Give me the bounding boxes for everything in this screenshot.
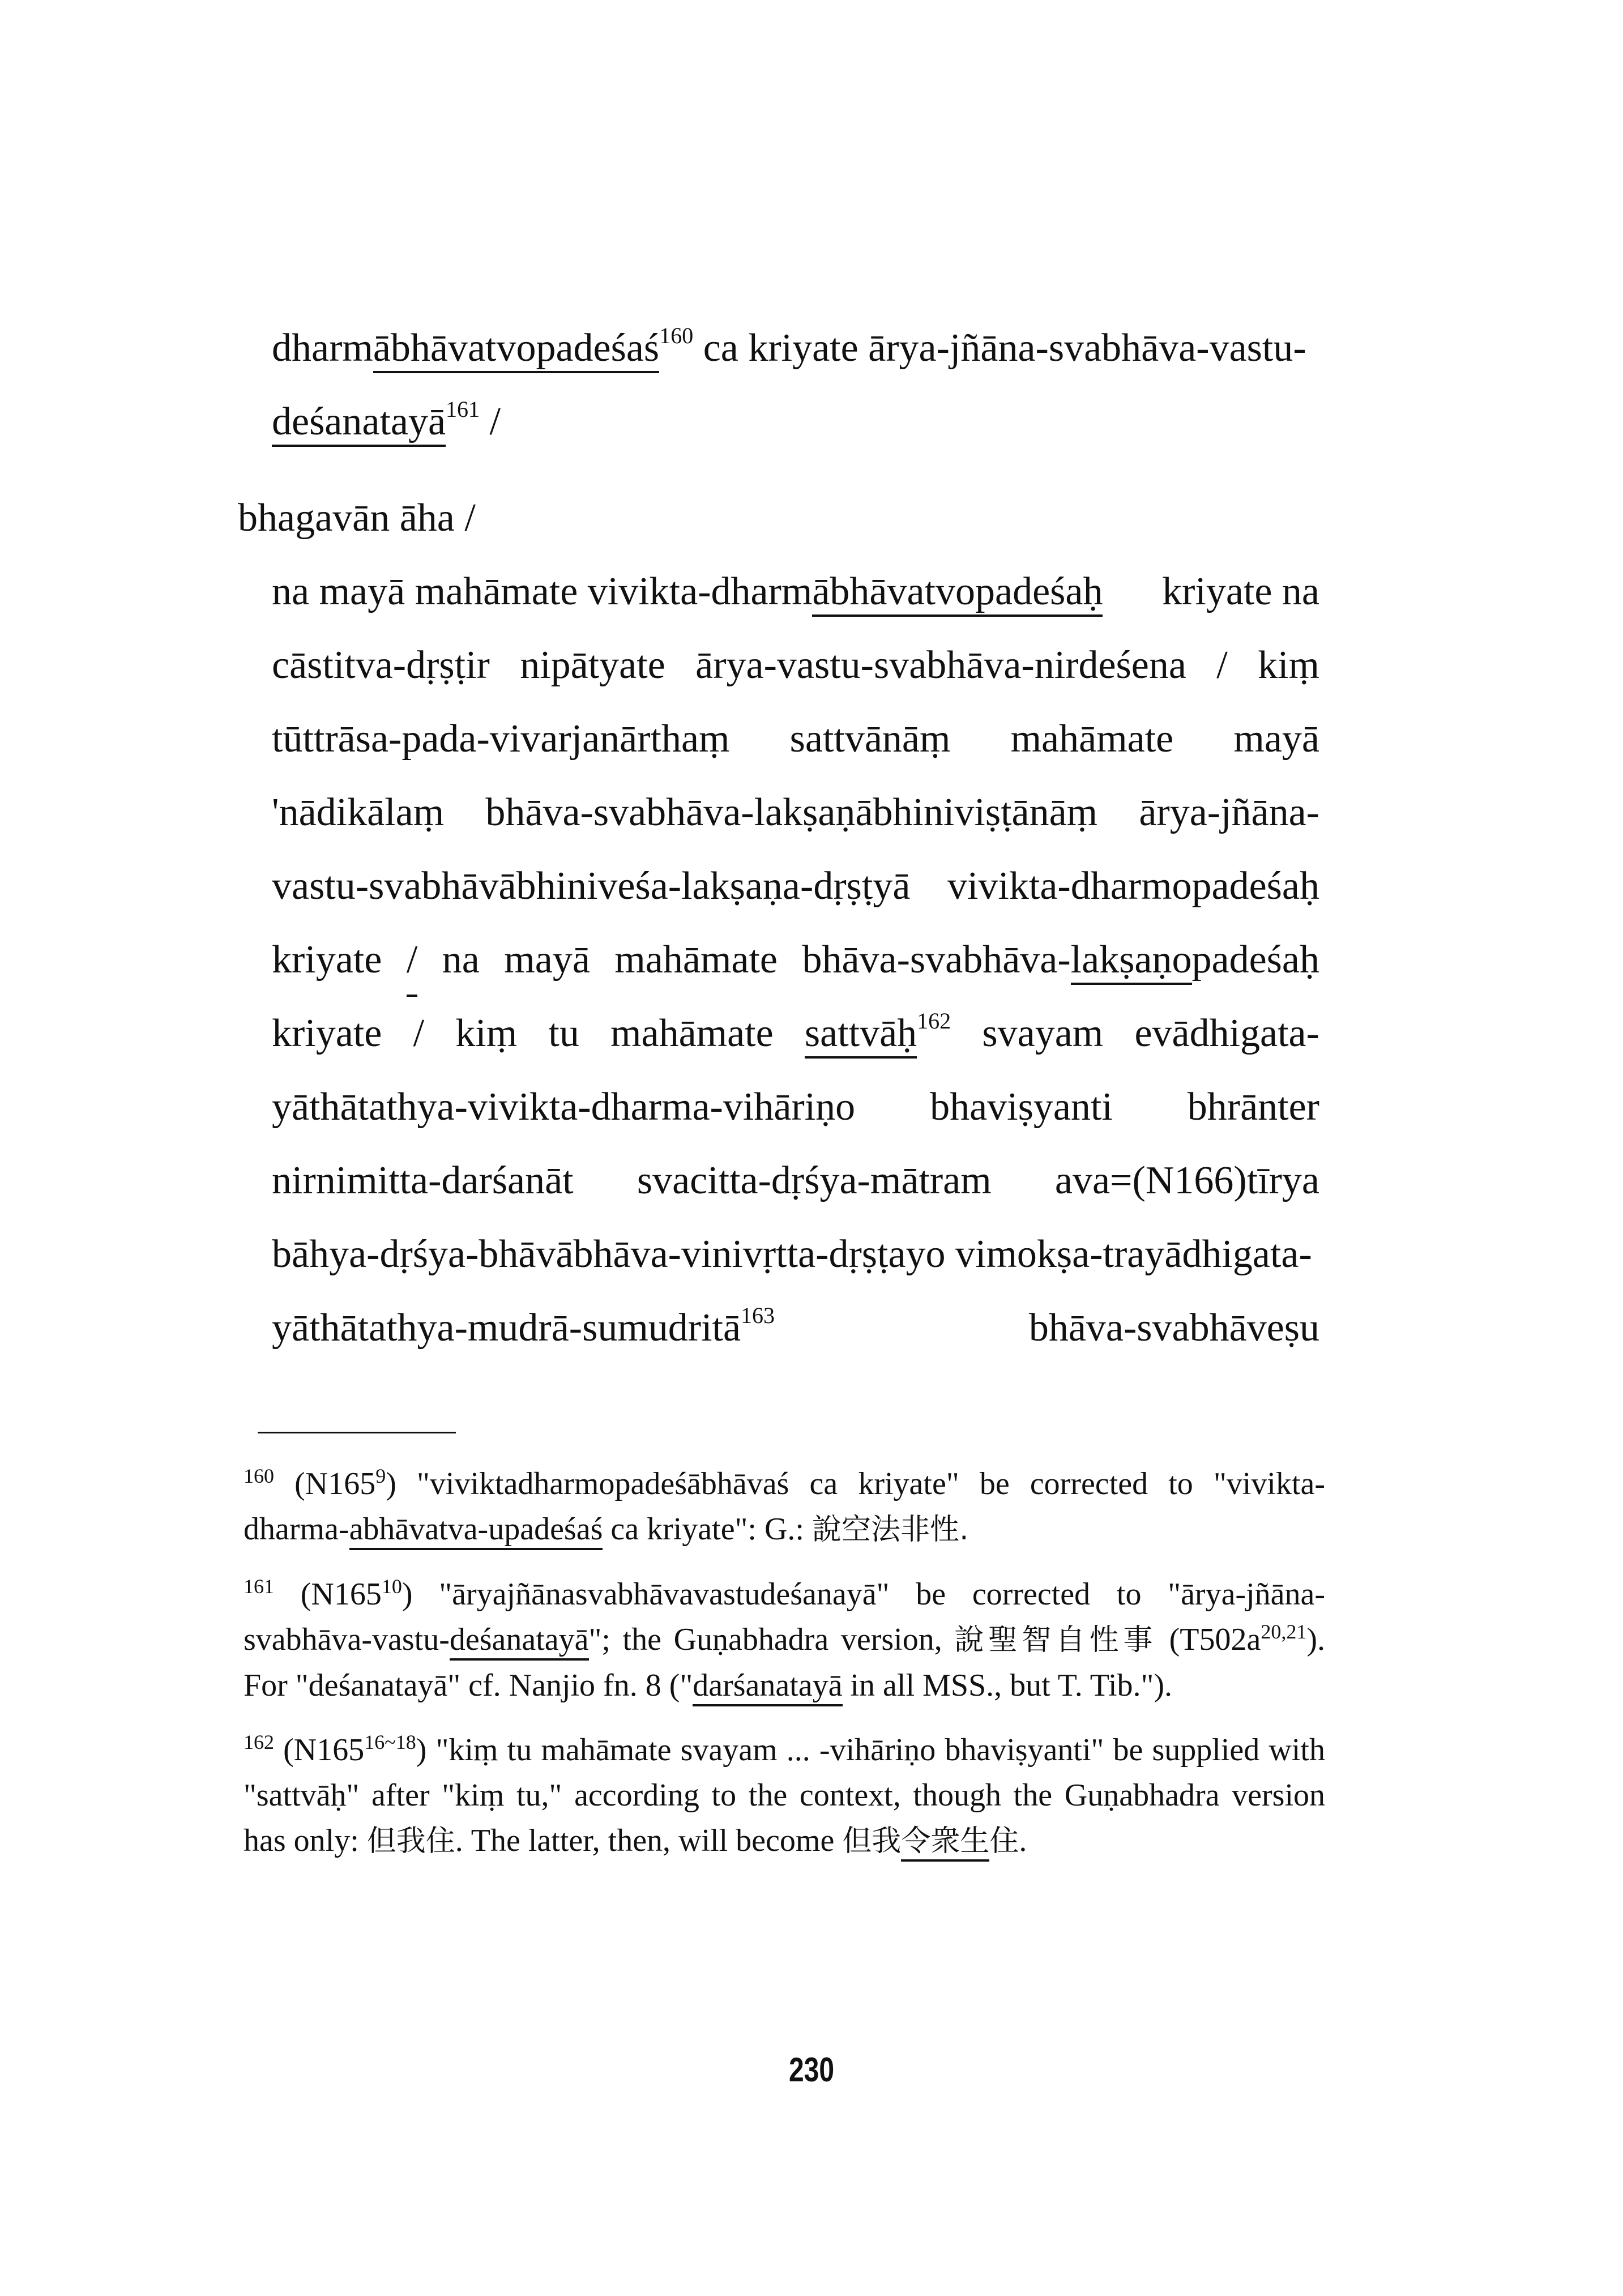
- word: vastu-svabhāvābhiniveśa-lakṣaṇa-dṛṣṭyā: [272, 864, 911, 908]
- footnote-ref[interactable]: 162: [917, 1008, 951, 1034]
- text-segment: ca kriyate": G.:: [603, 1512, 812, 1547]
- footnote-number: 162: [244, 1731, 274, 1753]
- word: nipātyate: [520, 643, 665, 687]
- text-segment: kriyate na: [1162, 570, 1319, 613]
- text-segment: ) "kiṃ tu mahāmate svayam ... -vihāriṇo bhaviṣyanti" be supplied with "sattvāḥ" after "kiṃ tu," according to the context, though the Guṇabhadra version has only:: [244, 1732, 1325, 1858]
- word: mayā: [1233, 717, 1319, 761]
- text-segment: yāthātathya-mudrā-sumudritā: [272, 1306, 741, 1350]
- text-line: [272, 997, 1319, 1070]
- superscript: 9: [375, 1465, 386, 1487]
- text-line: [272, 555, 1319, 629]
- text-line: [272, 776, 1319, 850]
- word: mahāmate: [614, 938, 778, 981]
- word: cāstitva-dṛṣṭir: [272, 643, 490, 687]
- word: tu: [548, 1012, 579, 1055]
- text-line: [272, 629, 1319, 702]
- superscript: 16~18: [364, 1731, 416, 1753]
- text-segment: /: [480, 400, 501, 443]
- text-line: [272, 1070, 1319, 1144]
- underlined-term: ābhāvatvopadeśaś: [373, 326, 659, 373]
- chinese-text: 但我住: [366, 1824, 455, 1858]
- underlined-term: darśanatayā: [693, 1668, 842, 1706]
- word: bhaviṣyanti: [930, 1085, 1113, 1129]
- main-text: [238, 311, 1319, 1388]
- text-line: [272, 1291, 1319, 1365]
- text-line: [272, 850, 1319, 923]
- footnote-separator: [258, 1432, 456, 1433]
- word: mahāmate: [610, 1012, 774, 1055]
- text-segment: na mayā mahāmate vivikta-dharm: [272, 570, 813, 613]
- speaker-line: [238, 481, 476, 555]
- text-segment: bāhya-dṛśya-bhāvābhāva-vinivṛtta-dṛṣṭayo vimokṣa-trayādhigata-: [272, 1232, 1312, 1276]
- text-line: [272, 311, 1306, 385]
- footnote-162: [244, 1727, 1325, 1864]
- word: vivikta-dharmopadeśaḥ: [947, 864, 1319, 908]
- word: ava=(N166)tīrya: [1054, 1159, 1319, 1202]
- text-segment: ). For "deśanatayā" cf. Nanjio fn. 8 (": [244, 1622, 1325, 1703]
- text-segment: (N165: [274, 1466, 376, 1501]
- word: yāthātathya-vivikta-dharma-vihāriṇo: [272, 1085, 856, 1129]
- text-line: [272, 1218, 1312, 1291]
- word: 'nādikālaṃ: [272, 791, 445, 834]
- footnotes: [244, 1461, 1325, 1883]
- text-line: [272, 702, 1319, 776]
- text-segment: ca kriyate ārya-jñāna-svabhāva-vastu-: [693, 326, 1306, 370]
- word: bhāva-svabhāveṣu: [1028, 1306, 1319, 1350]
- text-segment: bhāva-svabhāva-: [802, 938, 1071, 981]
- text-line: [272, 1144, 1319, 1218]
- word: svayam: [982, 1012, 1104, 1055]
- word: kiṃ: [1258, 643, 1319, 687]
- word: svacitta-dṛśya-mātram: [637, 1159, 992, 1202]
- text-segment: ) "viviktadharmopadeśābhāvaś ca kriyate" be corrected to "vivikta-dharma-: [244, 1466, 1325, 1547]
- underlined-term: deśanatayā: [450, 1622, 589, 1661]
- chinese-text: 說空法非性.: [812, 1513, 969, 1547]
- footnote-161: [244, 1572, 1325, 1708]
- word: ārya-jñāna-: [1139, 791, 1319, 834]
- chinese-text: 住: [989, 1824, 1019, 1858]
- word: /: [1216, 643, 1228, 687]
- word: bhrānter: [1187, 1085, 1319, 1129]
- word: bhāva-svabhāva-lakṣaṇābhiniviṣṭānāṃ: [485, 791, 1098, 834]
- word: ārya-vastu-svabhāva-nirdeśena: [695, 643, 1186, 687]
- superscript: 10: [381, 1575, 402, 1598]
- page-number: 230: [788, 2051, 835, 2089]
- footnote-number: 160: [244, 1465, 274, 1487]
- underlined-term: lakṣaṇo: [1071, 938, 1192, 985]
- underlined-term: sattvāḥ: [805, 1012, 917, 1059]
- footnote-ref[interactable]: 161: [446, 396, 480, 422]
- text-segment: . The latter, then, will become: [455, 1823, 843, 1858]
- underlined-term: ābhāvatvopadeśaḥ: [812, 570, 1103, 617]
- chinese-text: 但我: [842, 1824, 902, 1858]
- footnote-ref[interactable]: 160: [659, 323, 694, 348]
- underlined-term: /: [407, 923, 417, 997]
- superscript: 20,21: [1261, 1620, 1307, 1643]
- text-segment: ) "āryajñānasvabhāvavastudeśanayā" be corrected to "ārya-jñāna-svabhāva-vastu-: [244, 1577, 1325, 1657]
- word: sattvānāṃ: [789, 717, 951, 761]
- text-segment: dharm: [272, 326, 373, 370]
- text-segment: in all MSS., but T. Tib.").: [842, 1668, 1173, 1703]
- word: nirnimitta-darśanāt: [272, 1159, 574, 1202]
- underlined-chinese-text: 令衆生: [901, 1824, 989, 1862]
- text-line: [272, 923, 1319, 997]
- footnote-ref[interactable]: 163: [741, 1303, 775, 1328]
- text-segment: "; the Guṇabhadra version,: [588, 1622, 955, 1657]
- word: mahāmate: [1010, 717, 1174, 761]
- text-segment: (T502a: [1157, 1622, 1261, 1657]
- text-line: [272, 385, 501, 459]
- word: kriyate: [272, 1012, 382, 1055]
- footnote-160: [244, 1461, 1325, 1552]
- footnote-number: 161: [244, 1575, 274, 1598]
- word: kiṃ: [455, 1012, 518, 1055]
- underlined-term: abhāvatva-upadeśaś: [349, 1512, 603, 1550]
- word: na: [442, 938, 480, 981]
- word: /: [413, 1012, 425, 1055]
- text-segment: padeśaḥ: [1191, 938, 1319, 981]
- word: kriyate: [272, 938, 382, 981]
- chinese-text: 說聖智自性事: [954, 1623, 1158, 1657]
- underlined-term: deśanatayā: [272, 400, 446, 447]
- text-segment: (N165: [274, 1577, 382, 1612]
- text-segment: bhagavān āha /: [238, 496, 476, 540]
- word: evādhigata-: [1134, 1012, 1319, 1055]
- text-segment: .: [1019, 1823, 1027, 1858]
- word: mayā: [504, 938, 590, 981]
- text-segment: (N165: [274, 1732, 365, 1768]
- word: tūttrāsa-pada-vivarjanārthaṃ: [272, 717, 730, 761]
